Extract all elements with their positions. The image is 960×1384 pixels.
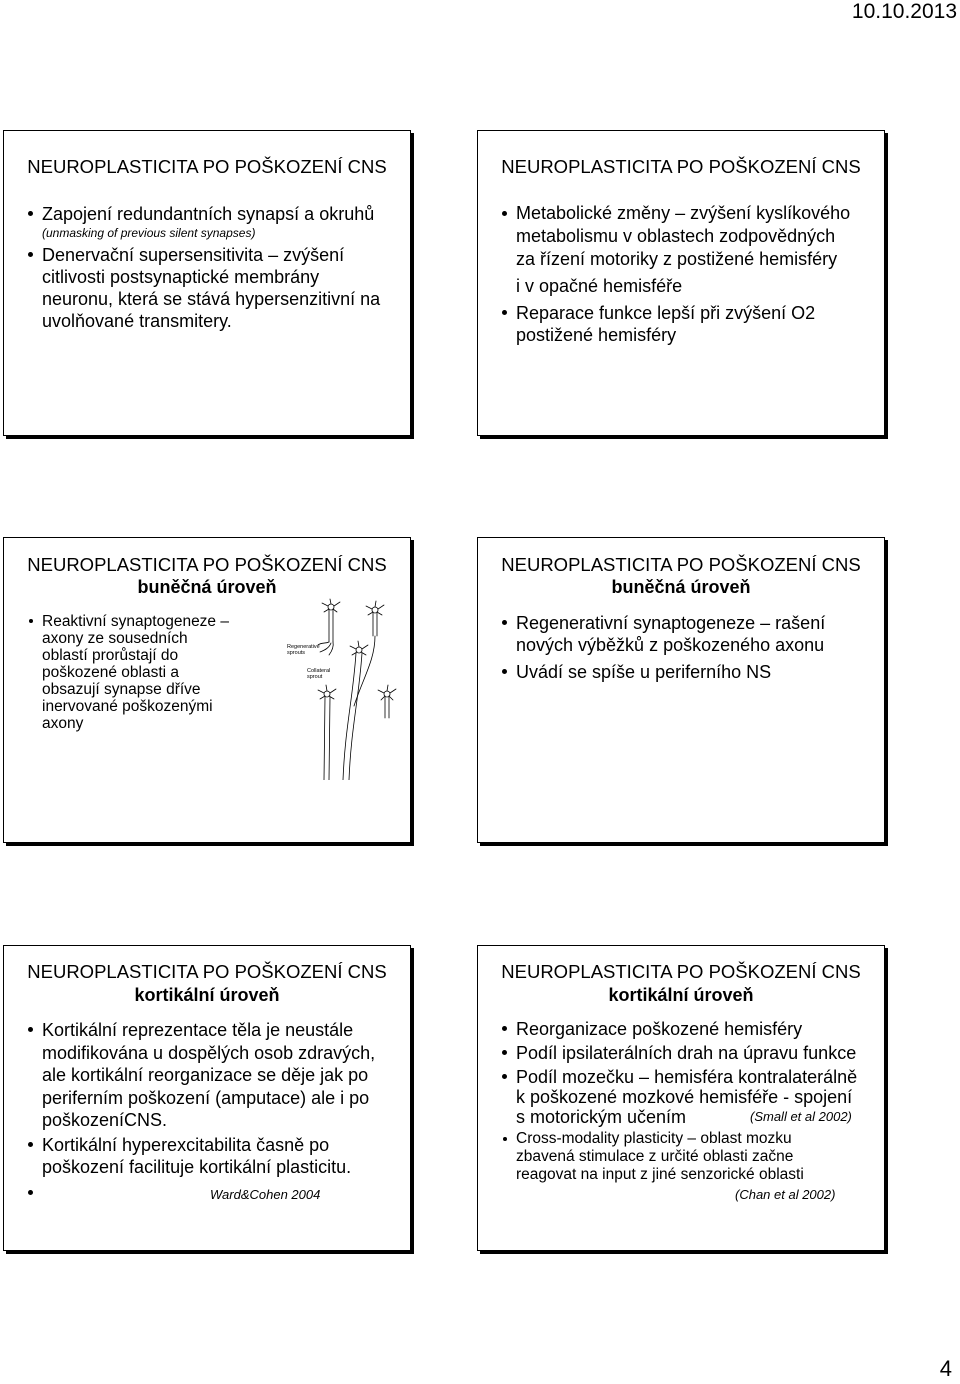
bullet-marker	[28, 252, 33, 257]
bullet-text: Kortikální reprezentace těla je neustále	[42, 1020, 354, 1040]
bullet-marker	[28, 211, 33, 216]
page-number: 4	[939, 1356, 952, 1381]
slide-5	[3, 945, 411, 1251]
bullet-text: Uvádí se spíše u periferního NS	[516, 662, 772, 682]
bullet-item	[42, 613, 229, 732]
slide-subtitle: buněčná úroveň	[611, 577, 751, 597]
bullet-text: metabolismu v oblastech zodpovědných	[516, 226, 836, 246]
bullet-text: citlivosti postsynaptické membrány	[42, 267, 320, 287]
bullet-text: obsazují synapse dříve	[42, 681, 201, 698]
bullet-text: Podíl ipsilaterálních drah na úpravu funkce	[516, 1043, 857, 1063]
bullet-text: Zapojení redundantních synapsí a okruhů	[42, 204, 375, 224]
neuron-cell-body	[350, 641, 368, 655]
slide-4	[477, 537, 885, 843]
bullet-marker	[29, 619, 33, 623]
bullet-item	[516, 1067, 857, 1127]
bullet-marker	[28, 1190, 33, 1195]
citation: (Chan et al 2002)	[735, 1187, 836, 1202]
bullet-marker	[502, 620, 507, 625]
neuron-sprouting-figure	[285, 598, 409, 780]
bullet-text: axony	[42, 715, 84, 732]
bullet-item	[42, 244, 380, 332]
bullet-item	[516, 661, 771, 683]
bullet-text: oblastí prorůstají do	[42, 647, 179, 664]
bullet-text: Reaktivní synaptogeneze –	[42, 613, 229, 630]
truncated-axon	[373, 613, 377, 636]
bullet-marker	[502, 1074, 507, 1079]
bullet-item	[516, 1042, 856, 1064]
axon-long	[324, 697, 330, 780]
bullet-text: k poškozené mozkové hemisféře - spojení	[516, 1087, 853, 1107]
neuron-dendrites	[378, 685, 396, 700]
collateral-sprout	[354, 636, 375, 706]
damaged-axon	[329, 610, 333, 642]
slide-subtitle: kortikální úroveň	[134, 985, 280, 1005]
bullet-marker	[502, 669, 507, 674]
print-date: 10.10.2013	[851, 0, 957, 23]
bullet-text: reagovat na input z jiné senzorické oblasti	[516, 1166, 804, 1183]
bullet-text: Metabolické změny – zvýšení kyslíkového	[516, 203, 851, 223]
slide-title: NEUROPLASTICITA PO POŠKOZENÍ CNS	[27, 156, 387, 177]
bullet-text: Cross-modality plasticity – oblast mozku	[516, 1130, 792, 1147]
label-collateral: Collateral	[307, 668, 331, 674]
bullet-text: za řízení motoriky z postižené hemisféry	[516, 249, 838, 269]
regenerative-sprouts	[318, 642, 333, 655]
bullet-marker	[28, 1027, 33, 1032]
bullet-text: ale kortikální reorganizace se děje jak po	[42, 1065, 369, 1085]
slide-title: NEUROPLASTICITA PO POŠKOZENÍ CNS	[501, 554, 861, 575]
label-regenerative: Regenerative	[287, 644, 320, 650]
slide-title: NEUROPLASTICITA PO POŠKOZENÍ CNS	[27, 961, 387, 982]
bullet-text: poškozené oblasti a	[42, 664, 180, 681]
neuron-cell-body	[378, 685, 396, 700]
slide-subtitle: kortikální úroveň	[608, 985, 754, 1005]
bullet-text: nových výběžků z poškozeného axonu	[516, 635, 825, 655]
bullet-marker	[502, 310, 507, 315]
bullet-item	[516, 302, 815, 346]
bullet-text: uvolňované transmitery.	[42, 311, 232, 331]
bullet-text: Podíl mozečku – hemisféra kontralaterálně	[516, 1067, 858, 1087]
slide-title: NEUROPLASTICITA PO POŠKOZENÍ CNS	[501, 156, 861, 177]
label-collateral: sprout	[307, 674, 323, 680]
bullet-item	[42, 1134, 351, 1178]
slide-title: NEUROPLASTICITA PO POŠKOZENÍ CNS	[27, 554, 387, 575]
bullet-item	[516, 1018, 802, 1040]
bullet-text: axony ze sousedních	[42, 630, 188, 647]
bullet-text: Reorganizace poškozené hemisféry	[516, 1019, 803, 1039]
bullet-text: Reparace funkce lepší při zvýšení O2	[516, 303, 816, 323]
bullet-text: Regenerativní synaptogeneze – rašení	[516, 613, 826, 633]
bullet-marker	[502, 211, 507, 216]
bullet-text: poškozeníCNS.	[42, 1110, 168, 1130]
slide-1	[3, 130, 411, 436]
label-regenerative: sprouts	[287, 650, 306, 656]
citation: (Small et al 2002)	[750, 1109, 852, 1124]
bullet-text: Kortikální hyperexcitabilita časně po	[42, 1135, 330, 1155]
bullet-item	[516, 1130, 804, 1184]
slide-title: NEUROPLASTICITA PO POŠKOZENÍ CNS	[501, 961, 861, 982]
bullet-item	[516, 612, 825, 656]
bullet-note: (unmasking of previous silent synapses)	[42, 226, 256, 240]
axon-short	[385, 697, 389, 718]
bullet-text: modifikována u dospělých osob zdravých,	[42, 1042, 376, 1063]
bullet-continuation: i v opačné hemisféře	[516, 276, 683, 296]
bullet-marker	[502, 1026, 507, 1031]
bullet-marker	[503, 1137, 507, 1141]
bullet-text: Denervační supersensitivita – zvýšení	[42, 245, 345, 265]
slide-subtitle: buněčná úroveň	[137, 577, 277, 597]
slide-6	[477, 945, 885, 1251]
bullet-item	[516, 202, 850, 271]
bullet-text: inervované poškozenými	[42, 698, 213, 715]
axon-long	[343, 653, 362, 780]
bullet-text: zbavená stimulace z určité oblasti začne	[516, 1148, 794, 1165]
neuron-cell-body	[322, 599, 340, 612]
neuron-cell-body	[318, 685, 336, 699]
bullet-text: poškození facilituje kortikální plasticitu.	[42, 1157, 352, 1177]
bullet-item	[42, 203, 374, 241]
citation: Ward&Cohen 2004	[210, 1187, 321, 1202]
neuron-cell-body	[366, 601, 384, 615]
bullet-text: neuronu, která se stává hypersenzitivní na	[42, 289, 381, 309]
bullet-item	[42, 1182, 320, 1206]
bullet-text: periferním poškození (amputace) ale i po	[42, 1087, 370, 1108]
bullet-marker	[502, 1050, 507, 1055]
slide-2	[477, 130, 885, 436]
bullet-text: s motorickým učením	[516, 1107, 687, 1127]
bullet-item	[42, 1019, 375, 1132]
bullet-marker	[28, 1142, 33, 1147]
slide-3	[3, 537, 411, 843]
bullet-text: postižené hemisféry	[516, 325, 677, 345]
